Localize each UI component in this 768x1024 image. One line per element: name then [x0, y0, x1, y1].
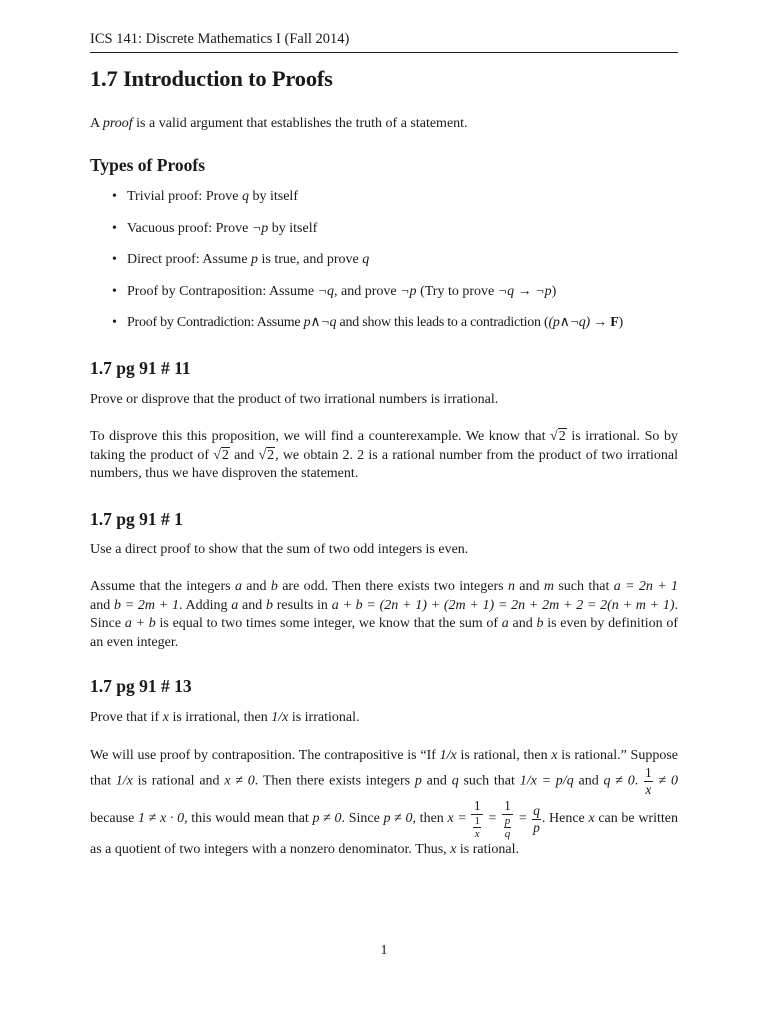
problem-11-answer: To disprove this this proposition, we will find a counterexample. We know that √2 is irrational. So by taking the product of √2 and √2, we obtain 2. 2 is a rational number from the product of two irrational numbers, thus we have disproven the statement.	[90, 429, 679, 481]
problem-1-question: Use a direct proof to show that the sum of two odd integers is even.	[90, 542, 469, 557]
fraction-one-over-inverse-x: 1 1 x	[471, 798, 483, 840]
problem-1-heading: 1.7 pg 91 # 1	[90, 509, 183, 529]
fraction-one-over-x: $\frac{1}{x}$	[645, 765, 652, 797]
fraction-inverse-x: 1 x	[474, 815, 480, 840]
proof-definition: A proof is a valid argument that establishes the truth of a statement.	[90, 116, 468, 131]
fraction-p-over-q: p q	[504, 815, 511, 840]
sqrt-2: √2	[258, 447, 275, 463]
list-item: • Direct proof: Assume p is true, and prove q	[90, 251, 678, 283]
list-item: • Trivial proof: Prove q by itself	[90, 188, 678, 220]
sqrt-2: √2	[213, 447, 229, 463]
list-item: • Proof by Contraposition: Assume ¬q, and prove ¬p (Try to prove ¬q → ¬p)	[90, 283, 678, 315]
proof-term: proof	[102, 116, 133, 131]
fraction-q-over-p: $\frac{q}{p}$	[533, 802, 540, 835]
problem-13-question: Prove that if x is irrational, then 1/x is irrational.	[90, 710, 360, 725]
list-item: • Proof by Contradiction: Assume p∧¬q and show this leads to a contradiction ((p∧¬q) → F)	[90, 314, 678, 346]
running-header: ICS 141: Discrete Mathematics I (Fall 2014)	[90, 30, 678, 53]
types-of-proofs-heading: Types of Proofs	[90, 155, 206, 175]
proof-types-list	[90, 188, 678, 346]
problem-13-heading: 1.7 pg 91 # 13	[90, 676, 192, 696]
problem-11-question: Prove or disprove that the product of two irrational numbers is irrational.	[90, 392, 499, 407]
page-number: 1	[380, 943, 388, 958]
section-title: 1.7 Introduction to Proofs	[90, 66, 333, 91]
list-item: • Vacuous proof: Prove ¬p by itself	[90, 220, 678, 252]
problem-13-answer: We will use proof by contraposition. The contrapositive is “If 1/x is rational, then x is rational.” Suppose that 1/x is rational and x ≠ 0. Then there exists integers p and q such that 1/x = p/q and q ≠ 0. $\frac{1}{x}$ ≠ 0 because 1 ≠ x · 0, this would mean that p ≠ 0. Since p ≠ 0, then x = 1 1 x = 1 p q = $\frac{q}{p}$ . Hence x can be written as a quotient of two integers with a nonzero denominator. Thus, x is rational.	[90, 748, 679, 857]
problem-11-heading: 1.7 pg 91 # 11	[90, 358, 191, 378]
fraction-one-over-p-over-q: 1 p q	[502, 798, 514, 840]
sqrt-2: √2	[550, 429, 566, 444]
problem-1-answer: Assume that the integers a and b are odd. Then there exists two integers n and m such that a = 2n + 1 and b = 2m + 1. Adding a and b results in a + b = (2n + 1) + (2m + 1) = 2n + 2m + 2 = 2(n + m + 1). Since a + b is equal to two times some integer, we know that the sum of a and b is even by definition of an even integer.	[90, 579, 679, 650]
